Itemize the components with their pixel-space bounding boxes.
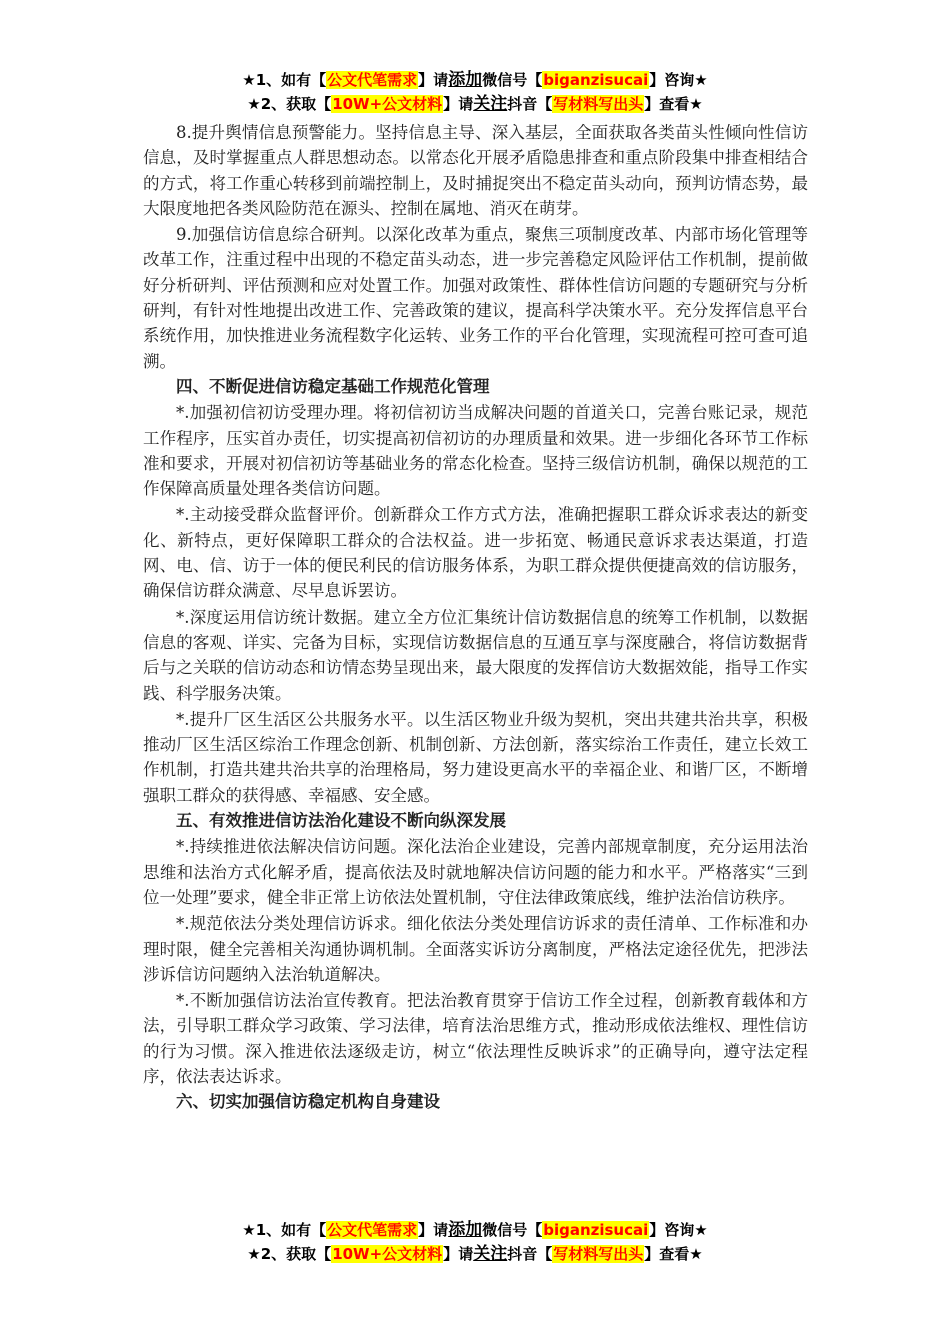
- paragraph: *.深度运用信访统计数据。建立全方位汇集统计信访数据信息的统筹工作机制，以数据信息的客观、详实、完备为目标，实现信访数据信息的互通互享与深度融合，将信访数据背后与之关联的信访动态和访情态势呈现出来，最大限度的发挥信访大数据效能，指导工作实践、科学服务决策。: [143, 607, 808, 703]
- banner-text: 】请: [418, 1221, 449, 1239]
- banner-text: 】请: [443, 1245, 474, 1263]
- banner-text: ★2、获取【: [247, 1245, 332, 1263]
- banner-text: ★1、如有【: [242, 71, 327, 89]
- banner-text: 抖音【: [507, 1245, 553, 1263]
- banner-text: 微信号【: [482, 71, 543, 89]
- section-heading: 六、切实加强信访稳定机构自身建设: [176, 1092, 440, 1112]
- section-heading: 四、不断促进信访稳定基础工作规范化管理: [176, 376, 490, 396]
- underlined-text: 关注: [473, 94, 508, 114]
- underlined-text: 关注: [473, 1244, 508, 1264]
- footer-banner: [0, 1218, 950, 1266]
- banner-text: 微信号【: [482, 1221, 543, 1239]
- banner-text: 】请: [418, 71, 449, 89]
- highlight-text: 10W+公文材料: [332, 95, 443, 113]
- highlight-text: 公文代笔需求: [327, 1221, 418, 1239]
- paragraph: 9.加强信访信息综合研判。以深化改革为重点，聚焦三项制度改革、内部市场化管理等改革工作，注重过程中出现的不稳定苗头动态，进一步完善稳定风险评估工作机制，提前做好分析研判、评估预测和应对处置工作。加强对政策性、群体性信访问题的专题研究与分析研判，有针对性地提出改进工作、完善政策的建议，提高科学决策水平。充分发挥信息平台系统作用，加快推进业务流程数字化运转、业务工作的平台化管理，实现流程可控可查可追溯。: [143, 225, 808, 371]
- highlight-text: 公文代笔需求: [327, 71, 418, 89]
- banner-text: 】查看★: [644, 1245, 703, 1263]
- banner-text: ★1、如有【: [242, 1221, 327, 1239]
- banner-line-2: [0, 1242, 950, 1266]
- banner-text: 】咨询★: [649, 1221, 708, 1239]
- paragraph: *.加强初信初访受理办理。将初信初访当成解决问题的首道关口，完善台账记录，规范工作程序，压实首办责任，切实提高初信初访的办理质量和效果。进一步细化各环节工作标准和要求，开展对初信初访等基础业务的常态化检查。坚持三级信访机制，确保以规范的工作保障高质量处理各类信访问题。: [143, 403, 808, 499]
- highlight-text: biganzisucai: [543, 1221, 649, 1239]
- banner-text: 】查看★: [644, 95, 703, 113]
- highlight-text: 写材料写出头: [553, 95, 644, 113]
- paragraph: *.不断加强信访法治宣传教育。把法治教育贯穿于信访工作全过程，创新教育载体和方法，引导职工群众学习政策、学习法律，培育法治思维方式，推动形成依法维权、理性信访的行为习惯。深入推进依法逐级走访，树立“依法理性反映诉求”的正确导向，遵守法定程序，依法表达诉求。: [143, 991, 808, 1086]
- underlined-text: 添加: [448, 70, 483, 90]
- underlined-text: 添加: [448, 1220, 483, 1240]
- document-body: [143, 120, 808, 1115]
- paragraph: 8.提升舆情信息预警能力。坚持信息主导、深入基层，全面获取各类苗头性倾向性信访信息，及时掌握重点人群思想动态。以常态化开展矛盾隐患排查和重点阶段集中排查相结合的方式，将工作重心转移到前端控制上，及时捕捉突出不稳定苗头动向，预判访情态势，最大限度地把各类风险防范在源头、控制在属地、消灭在萌芽。: [143, 123, 808, 218]
- paragraph: *.持续推进依法解决信访问题。深化法治企业建设，完善内部规章制度，充分运用法治思维和法治方式化解矛盾，提高依法及时就地解决信访问题的能力和水平。严格落实“三到位一处理”要求，健全非正常上访依法处置机制，守住法律政策底线，维护法治信访秩序。: [143, 837, 808, 907]
- paragraph: *.提升厂区生活区公共服务水平。以生活区物业升级为契机，突出共建共治共享，积极推动厂区生活区综治工作理念创新、机制创新、方法创新，落实综治工作责任，建立长效工作机制，打造共建共治共享的治理格局，努力建设更高水平的幸福企业、和谐厂区，不断增强职工群众的获得感、幸福感、安全感。: [143, 709, 808, 805]
- section-heading: 五、有效推进信访法治化建设不断向纵深发展: [176, 811, 506, 831]
- highlight-text: 10W+公文材料: [332, 1245, 443, 1263]
- banner-line-1: [0, 68, 950, 92]
- banner-text: 抖音【: [507, 95, 553, 113]
- banner-line-2: [0, 92, 950, 116]
- banner-text: 】请: [443, 95, 474, 113]
- banner-text: ★2、获取【: [247, 95, 332, 113]
- banner-line-1: [0, 1218, 950, 1242]
- banner-text: 】咨询★: [649, 71, 708, 89]
- highlight-text: biganzisucai: [543, 71, 649, 89]
- paragraph: *.主动接受群众监督评价。创新群众工作方式方法，准确把握职工群众诉求表达的新变化、新特点，更好保障职工群众的合法权益。进一步拓宽、畅通民意诉求表达渠道，打造网、电、信、访于一体的便民利民的信访服务体系，为职工群众提供便捷高效的信访服务，确保信访群众满意、尽早息诉罢访。: [143, 505, 808, 601]
- highlight-text: 写材料写出头: [553, 1245, 644, 1263]
- paragraph: *.规范依法分类处理信访诉求。细化依法分类处理信访诉求的责任清单、工作标准和办理时限，健全完善相关沟通协调机制。全面落实诉访分离制度，严格法定途径优先，把涉法涉诉信访问题纳入法治轨道解决。: [143, 914, 808, 984]
- header-banner: [0, 68, 950, 116]
